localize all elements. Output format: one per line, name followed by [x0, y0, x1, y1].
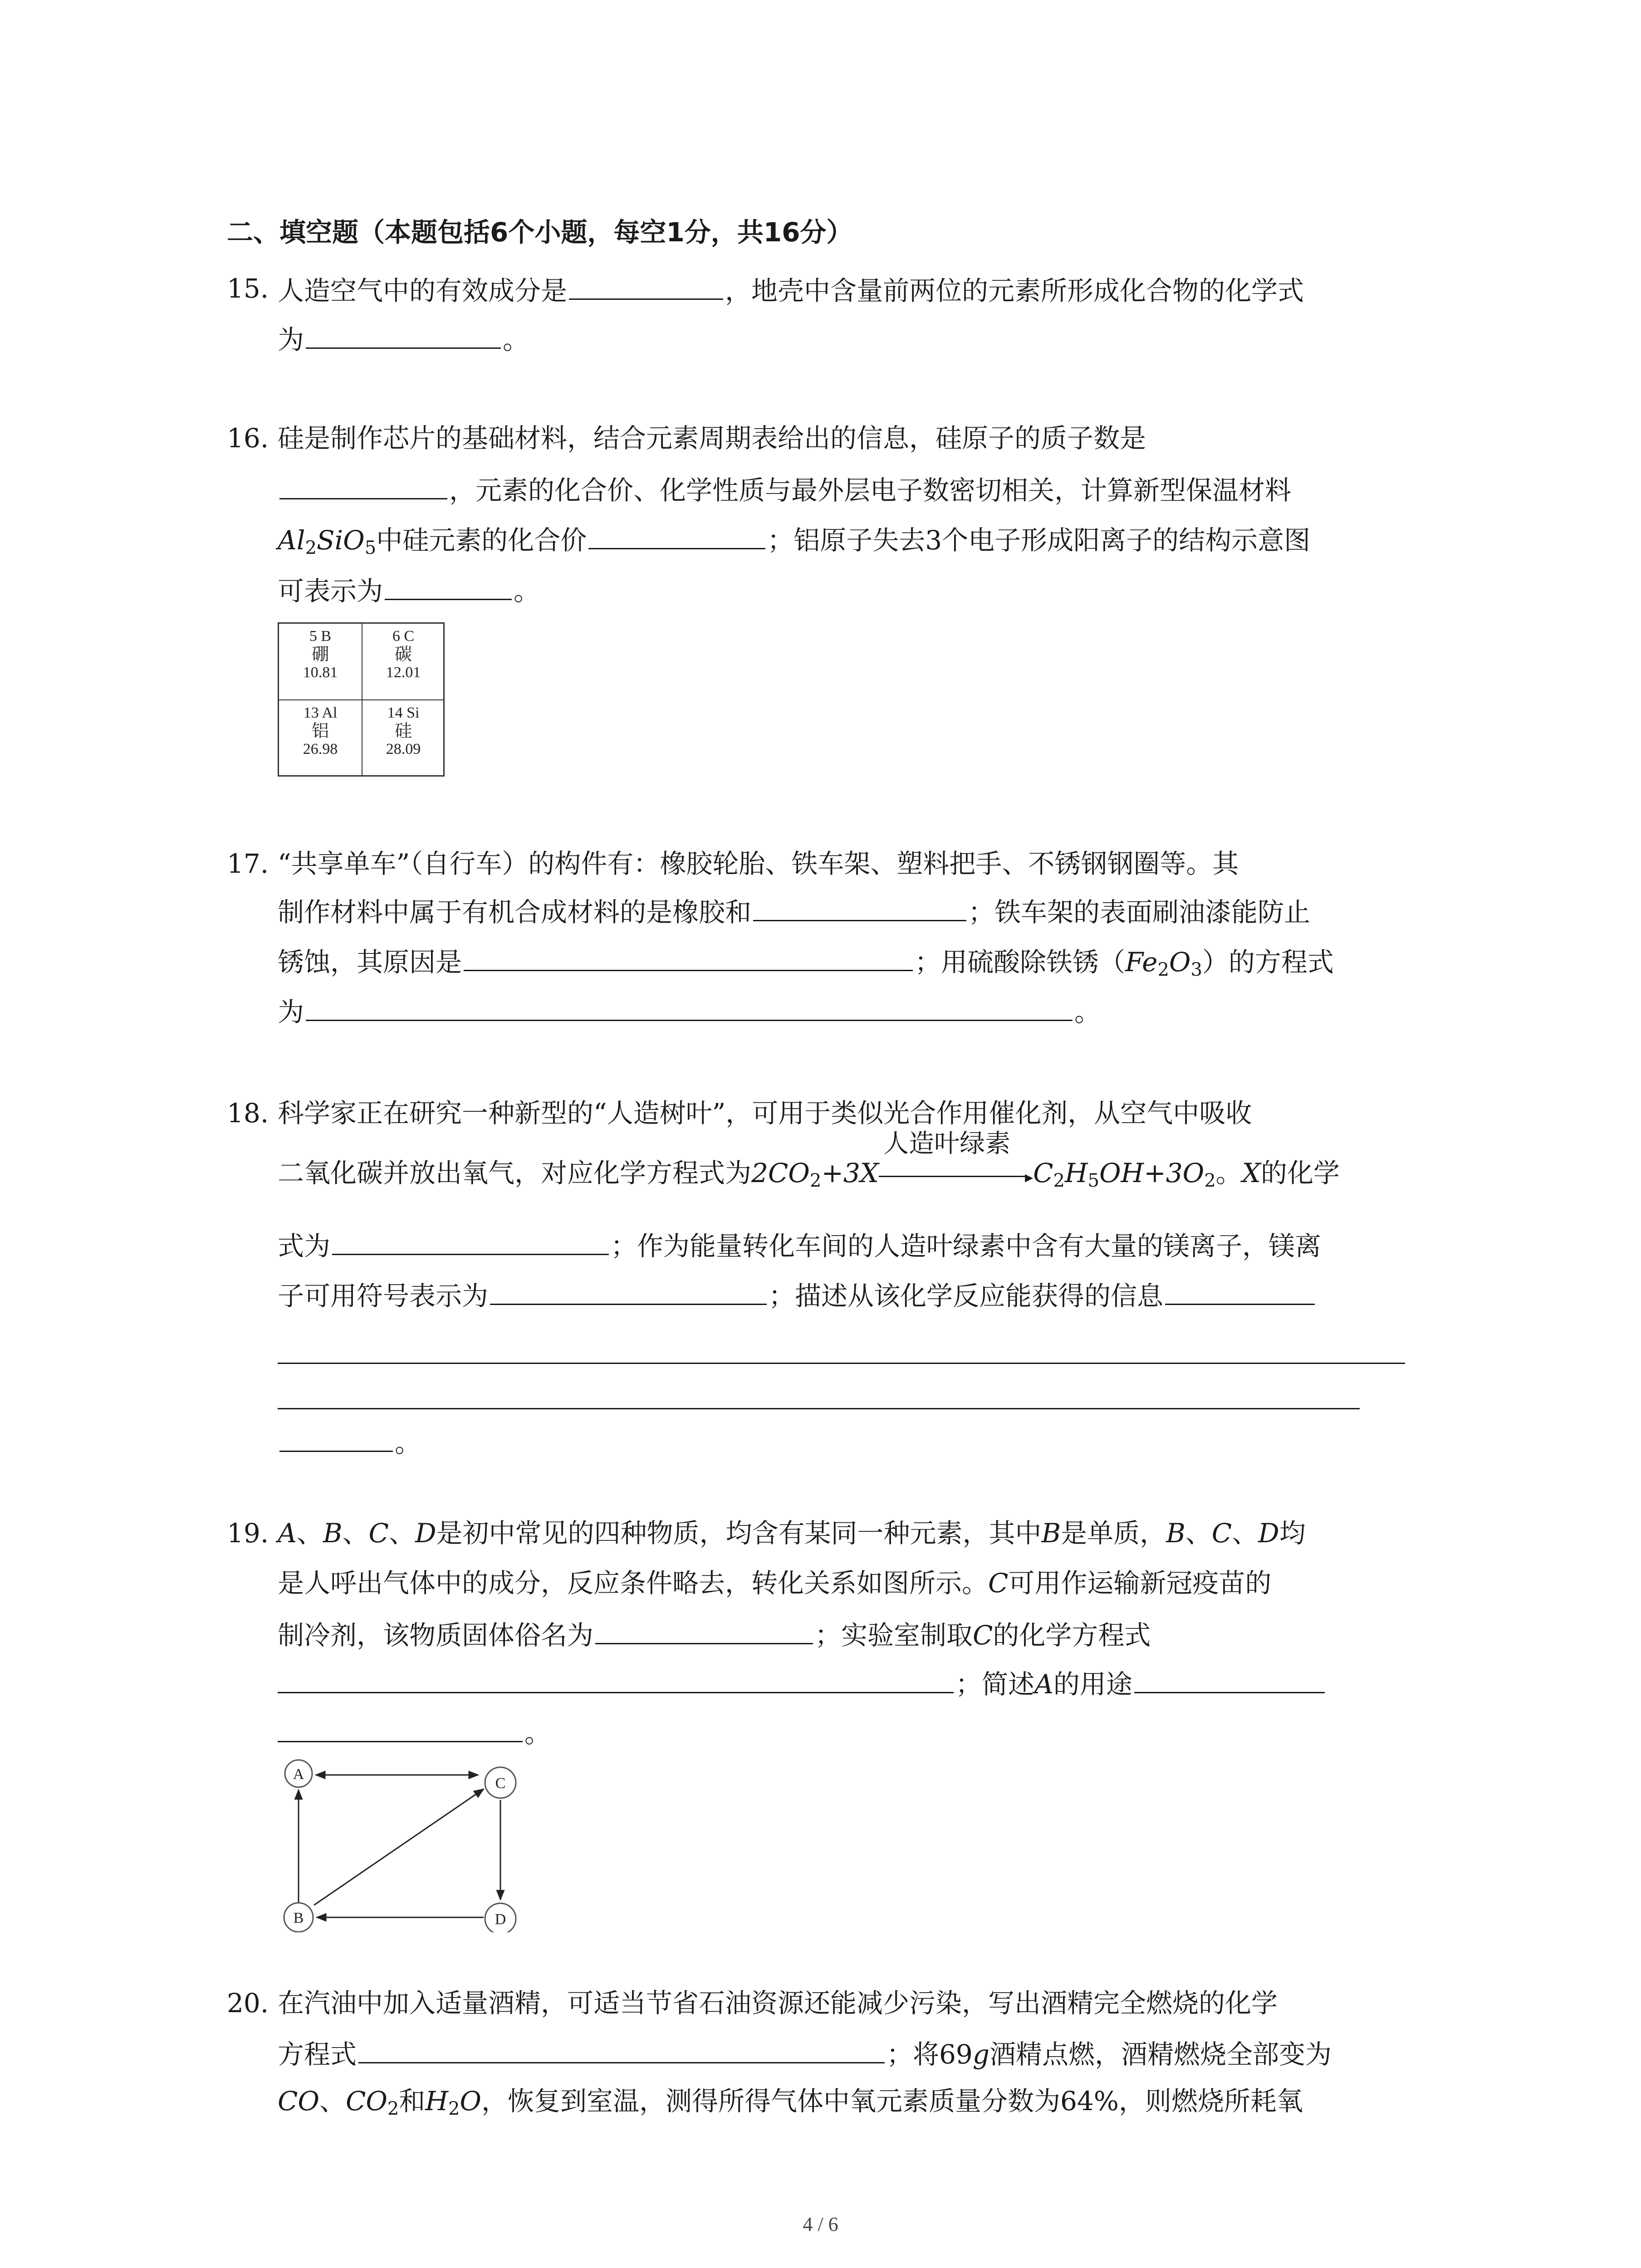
answer-blank[interactable] [569, 272, 723, 300]
node-c [485, 1767, 516, 1798]
question-line: 为 。 [278, 321, 529, 356]
answer-blank[interactable] [279, 472, 447, 499]
question-line: 科学家正在研究一种新型的“人造树叶”，可用于类似光合作用催化剂，从空气中吸收 [278, 1098, 1252, 1129]
periodic-table-excerpt [278, 622, 445, 777]
question-line: ；简述A的用途 [278, 1666, 1327, 1701]
question-number: 20. [227, 1988, 269, 2019]
question-line: 硅是制作芯片的基础材料，结合元素周期表给出的信息，硅原子的质子数是 [278, 423, 1146, 454]
node-b [284, 1903, 313, 1932]
question-line: 制作材料中属于有机合成材料的是橡胶和 ；铁车架的表面刷油漆能防止 [278, 894, 1310, 929]
answer-blank[interactable] [490, 1277, 767, 1305]
answer-blank[interactable] [306, 993, 1073, 1021]
question-line: 为 。 [278, 993, 1101, 1028]
question-line: “共享单车”（自行车）的构件有：橡胶轮胎、铁车架、塑料把手、不锈钢钢圈等。其 [278, 848, 1239, 879]
answer-blank[interactable] [385, 572, 512, 600]
node-d [485, 1903, 516, 1932]
element-cell-boron: 5 B 硼 10.81 [303, 628, 338, 681]
question-line: 是人呼出气体中的成分，反应条件略去，转化关系如图所示。C可用作运输新冠疫苗的 [278, 1568, 1272, 1598]
answer-blank[interactable] [753, 894, 966, 921]
element-cell-aluminum: 13 Al 铝 26.98 [279, 699, 362, 775]
node-c-label: C [495, 1775, 506, 1792]
node-a [285, 1760, 312, 1787]
element-cell-carbon: 6 C 碳 12.01 [362, 624, 444, 699]
answer-blank[interactable] [279, 1424, 393, 1452]
question-line: 可表示为 。 [278, 572, 540, 607]
question-line: 锈蚀，其原因是 ；用硫酸除铁锈$(Fe_2O_3)$的方程式 [278, 943, 1334, 978]
question-number: 15. [227, 273, 269, 304]
arrow-b-c [314, 1789, 484, 1905]
question-number: 19. [227, 1518, 269, 1549]
question-line: 制冷剂，该物质固体俗名为 ；实验室制取C的化学方程式 [278, 1617, 1151, 1652]
node-d-label: D [495, 1911, 506, 1928]
question-line: $Al_2SiO_5$中硅元素的化合价 ；铝原子失去3个电子形成阳离子的结构示意图 [278, 522, 1310, 557]
answer-blank[interactable] [358, 2036, 885, 2063]
answer-blank[interactable] [332, 1227, 609, 1255]
question-line: ，元素的化合价、化学性质与最外层电子数密切相关，计算新型保温材料 [278, 472, 1291, 507]
question-line: 。 [278, 1715, 551, 1750]
reaction-arrow: 人造叶绿素 ▸ [879, 1156, 1033, 1182]
node-a-label: A [293, 1766, 304, 1783]
answer-blank[interactable] [595, 1617, 813, 1644]
question-line: 在汽油中加入适量酒精，可适当节省石油资源还能减少污染，写出酒精完全燃烧的化学 [278, 1988, 1278, 2019]
answer-blank[interactable] [306, 321, 501, 349]
answer-blank[interactable] [1134, 1666, 1325, 1693]
reaction-condition: 人造叶绿素 [883, 1129, 1011, 1158]
node-b-label: B [293, 1910, 304, 1926]
question-line: CO、$CO_2$和$H_2O$，恢复到室温，测得所得气体中氧元素质量分数为64%，则燃烧所耗氧 [278, 2086, 1303, 2119]
answer-blank[interactable] [1165, 1277, 1315, 1305]
question-number: 16. [227, 423, 269, 454]
question-line: A、B、C、D是初中常见的四种物质，均含有某同一种元素，其中B是单质，B、C、D均 [278, 1518, 1306, 1549]
answer-blank[interactable] [588, 522, 765, 549]
question-line: 式为 ；作为能量转化车间的人造叶绿素中含有大量的镁离子，镁离 [278, 1227, 1321, 1262]
answer-blank[interactable] [278, 1715, 523, 1742]
transformation-diagram [272, 1751, 535, 1932]
question-number: 17. [227, 848, 269, 879]
answer-line[interactable] [278, 1408, 1360, 1409]
question-line: 方程式 ；将69g酒精点燃，酒精燃烧全部变为 [278, 2036, 1332, 2071]
page-number: 4 / 6 [803, 2213, 838, 2235]
question-line: 子可用符号表示为 ；描述从该化学反应能获得的信息 [278, 1277, 1317, 1312]
answer-line[interactable] [278, 1363, 1405, 1364]
question-number: 18. [227, 1098, 269, 1129]
element-cell-silicon: 14 Si 硅 28.09 [362, 699, 444, 775]
section-heading: 二、填空题（本题包括6个小题，每空1分，共16分） [227, 217, 853, 248]
question-line: 二氧化碳并放出氧气，对应化学方程式为$2CO_2+3X$ 人造叶绿素 ▸ $C_2H_5OH+3O_2$。X的化学 [278, 1156, 1340, 1189]
question-line: 人造空气中的有效成分是 ，地壳中含量前两位的元素所形成化合物的化学式 [278, 272, 1304, 307]
answer-blank[interactable] [464, 943, 913, 971]
question-line: 。 [278, 1424, 421, 1459]
answer-blank[interactable] [278, 1666, 954, 1693]
